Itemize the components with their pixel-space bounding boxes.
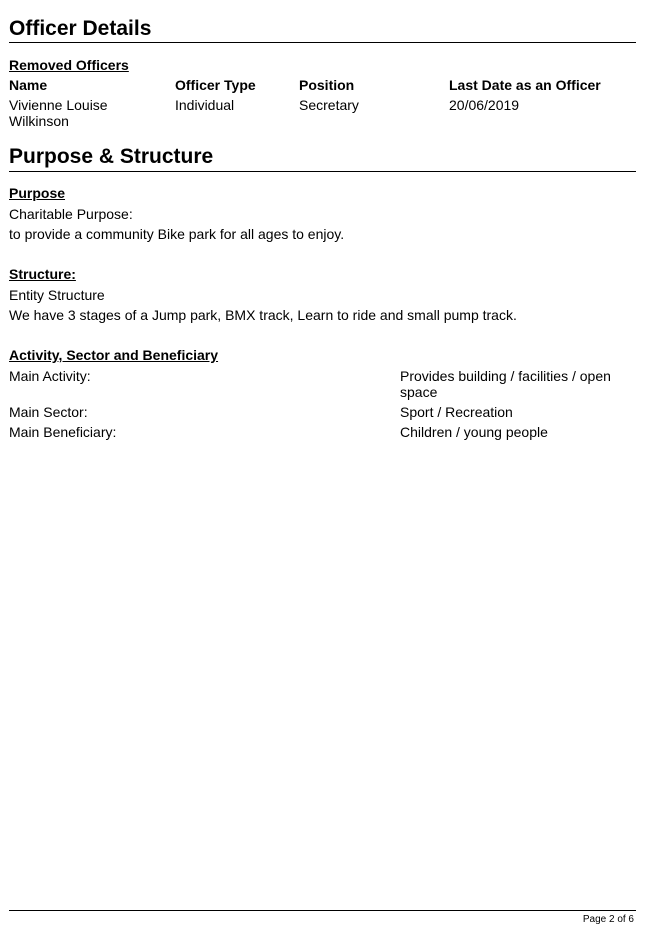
structure-heading: Structure:: [9, 266, 76, 282]
entity-structure-label: Entity Structure: [9, 287, 105, 303]
column-header-name: Name: [9, 77, 48, 93]
activity-heading: Activity, Sector and Beneficiary: [9, 347, 219, 363]
officer-position: Secretary: [299, 97, 359, 113]
column-header-officer-type: Officer Type: [175, 77, 256, 93]
main-activity-value-line: Provides building / facilities / open: [400, 368, 611, 384]
officer-name-line: Vivienne Louise: [9, 97, 108, 113]
column-header-last-date: Last Date as an Officer: [449, 77, 601, 93]
purpose-heading: Purpose: [9, 185, 66, 201]
section-divider: [9, 171, 636, 172]
main-beneficiary-value: Children / young people: [400, 424, 548, 440]
charitable-purpose-text: to provide a community Bike park for all ages to enjoy.: [9, 226, 345, 242]
main-sector-label: Main Sector:: [9, 404, 88, 420]
removed-officers-heading: Removed Officers: [9, 57, 129, 73]
main-activity-label: Main Activity:: [9, 368, 91, 384]
section-divider: [9, 42, 636, 43]
page-number: Page 2 of 6: [582, 914, 634, 925]
main-sector-value: Sport / Recreation: [400, 404, 513, 420]
footer-divider: [9, 910, 636, 911]
purpose-structure-title: Purpose & Structure: [9, 145, 214, 168]
officer-type: Individual: [175, 97, 235, 113]
main-activity-value: [400, 368, 611, 400]
column-header-position: Position: [299, 77, 355, 93]
entity-structure-text: We have 3 stages of a Jump park, BMX track, Learn to ride and small pump track.: [9, 307, 517, 323]
officer-last-date: 20/06/2019: [449, 97, 520, 113]
main-beneficiary-label: Main Beneficiary:: [9, 424, 117, 440]
officer-details-title: Officer Details: [9, 17, 152, 40]
officer-name: [9, 97, 108, 129]
main-activity-value-line: space: [400, 384, 438, 400]
officer-name-line: Wilkinson: [9, 113, 69, 129]
charitable-purpose-label: Charitable Purpose:: [9, 206, 133, 222]
